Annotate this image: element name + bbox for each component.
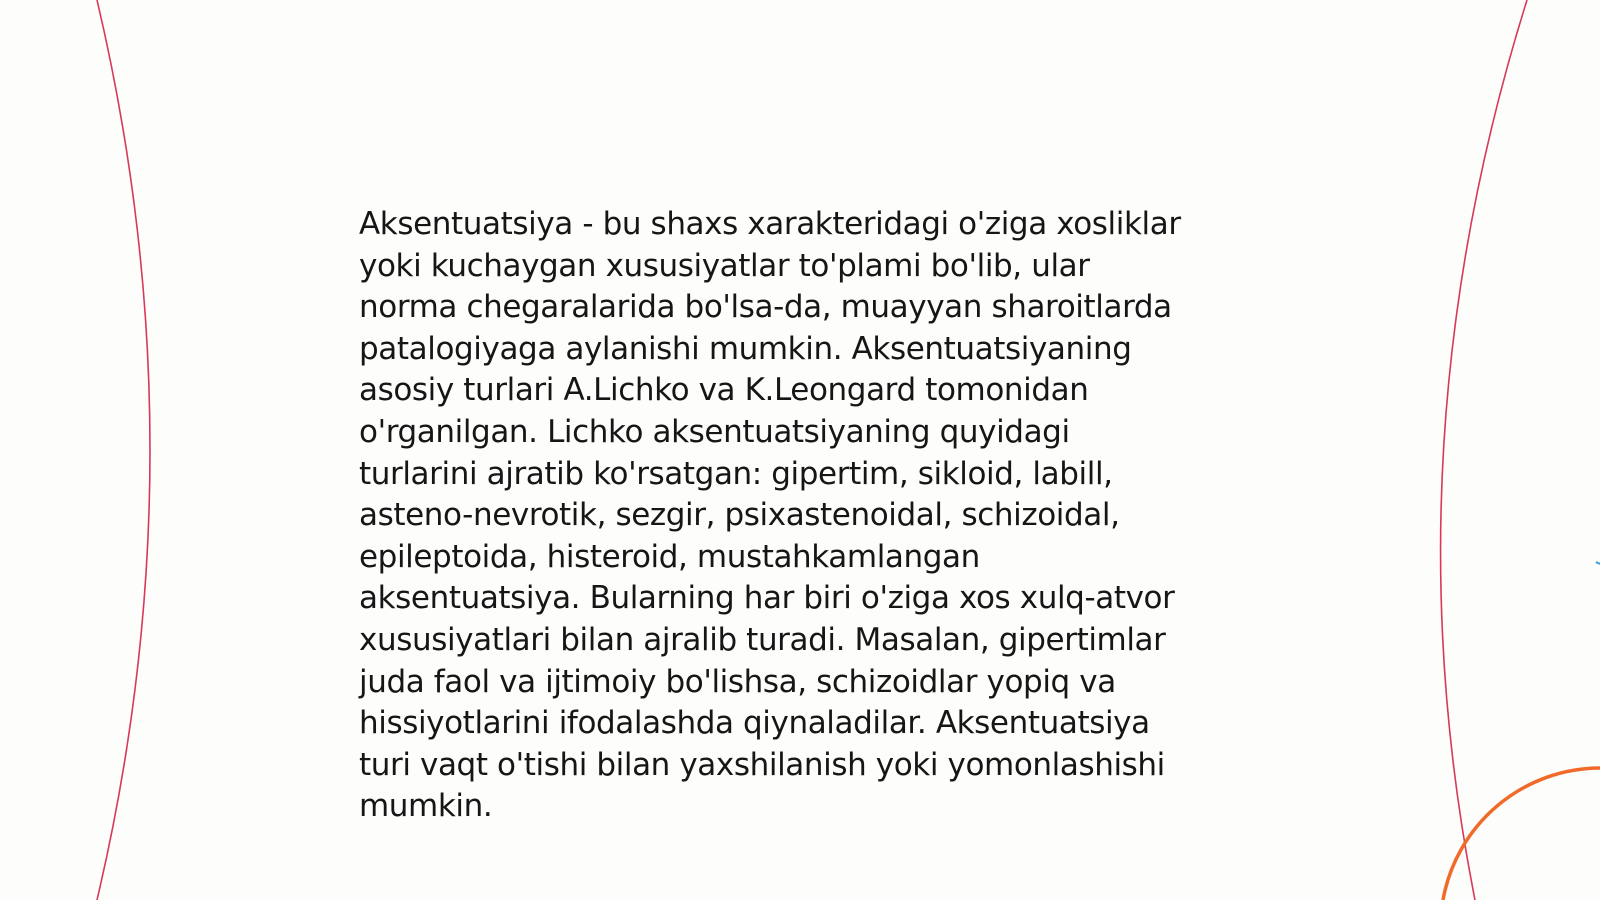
body-line: hissiyotlarini ifodalashda qiynaladilar. Aksentuatsiya [359,705,1150,742]
body-line: Aksentuatsiya - bu shaxs xarakteridagi o'ziga xosliklar [359,206,1181,242]
body-line: juda faol va ijtimoiy bo'lishsa, schizoidlar yopiq va [359,663,1116,700]
body-line: aksentuatsiya. Bularning har biri o'ziga xos xulq-atvor [359,580,1175,617]
body-line: xususiyatlari bilan ajralib turadi. Masalan, gipertimlar [359,621,1166,658]
body-line: norma chegaralarida bo'lsa-da, muayyan sharoitlarda [359,289,1172,326]
body-line: asosiy turlari A.Lichko va K.Leongard tomonidan [359,372,1089,409]
body-line: mumkin. [359,788,493,825]
body-line: o'rganilgan. Lichko aksentuatsiyaning quyidagi [359,413,1070,450]
blue-tick [1596,562,1600,564]
body-line: asteno-nevrotik, sezgir, psixastenoidal, schizoidal, [359,497,1120,534]
right-arc [1441,0,1527,900]
orange-arc [1443,768,1600,900]
slide-body-text [359,204,1259,828]
body-line: patalogiyaga aylanishi mumkin. Aksentuatsiyaning [359,330,1132,367]
body-line: epileptoida, histeroid, mustahkamlangan [359,538,980,575]
body-line: turi vaqt o'tishi bilan yaxshilanish yoki yomonlashishi [359,746,1165,783]
left-arc [97,0,150,900]
body-line: turlarini ajratib ko'rsatgan: gipertim, sikloid, labill, [359,455,1113,492]
body-line: yoki kuchaygan xususiyatlar to'plami bo'lib, ular [359,247,1090,284]
